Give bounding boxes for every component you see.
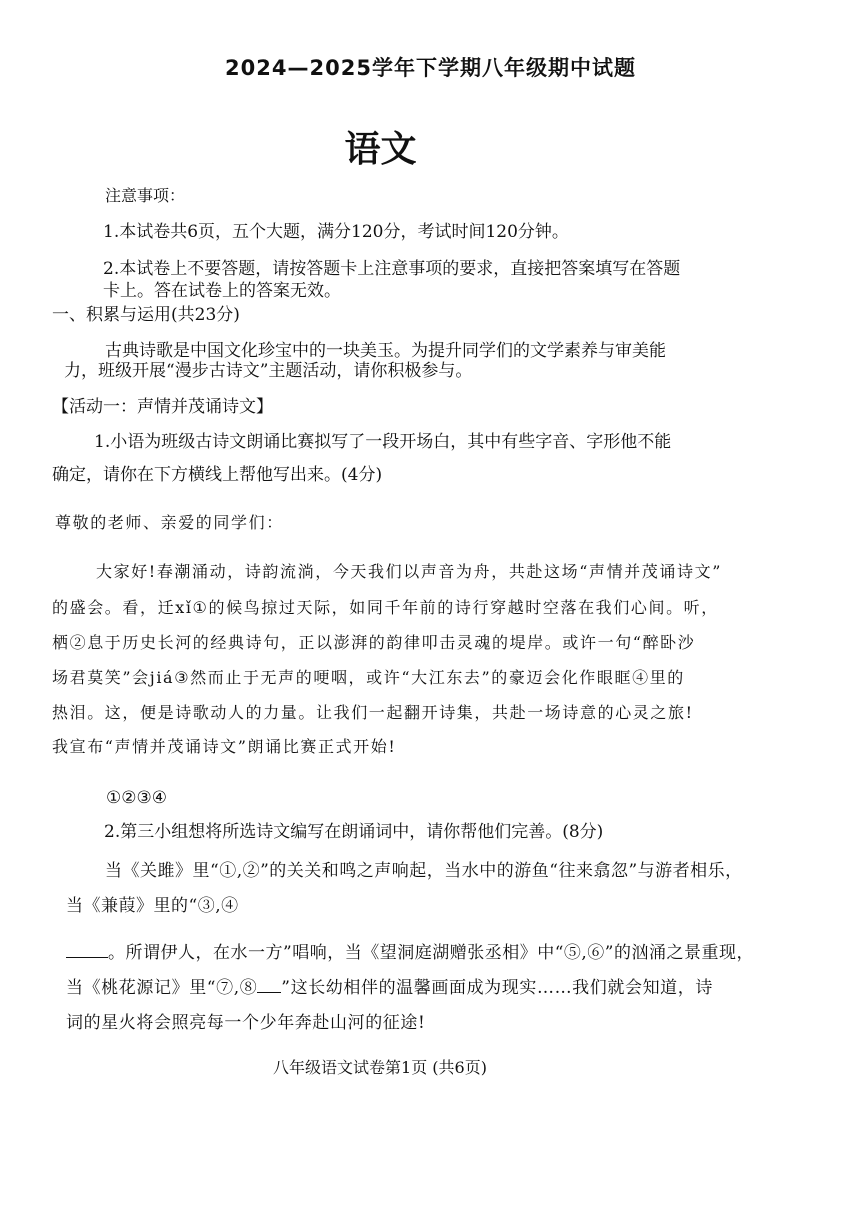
notice-item-2-line-1: 2.本试卷上不要答题，请按答题卡上注意事项的要求，直接把答案填写在答题 — [103, 259, 681, 279]
section-1-intro-line-2: 力，班级开展“漫步古诗文”主题活动，请你积极参与。 — [64, 361, 473, 381]
question-2-line-1: 当《关雎》里“①,②”的关关和鸣之声响起，当水中的游鱼“往来翕忽”与游者相乐， — [105, 861, 743, 881]
notice-item-1: 1.本试卷共6页，五个大题，满分120分，考试时间120分钟。 — [103, 222, 569, 242]
subject-title: 语文 — [344, 129, 417, 170]
question-2-line-2: 当《兼葭》里的“③,④ — [66, 896, 239, 916]
question-1-answer-markers: ①②③④ — [106, 788, 167, 808]
question-2-line-4-start: 当《桃花源记》里“⑦,⑧ — [66, 978, 258, 998]
question-1-line-1: 1.小语为班级古诗文朗诵比赛拟写了一段开场白，其中有些字音、字形他不能 — [94, 432, 672, 452]
section-1-heading: 一、积累与运用(共23分) — [52, 305, 240, 325]
letter-line-4: 场君莫笑”会jiá③然而止于无声的哽咽，或许“大江东去”的豪迈会化作眼眶④里的 — [52, 668, 685, 687]
question-2-line-5: 词的星火将会照亮每一个少年奔赴山河的征途! — [66, 1013, 426, 1033]
letter-line-3: 栖②息于历史长河的经典诗句，正以澎湃的韵律叩击灵魂的堤岸。或许一句“醉卧沙 — [52, 633, 696, 652]
letter-greeting: 尊敬的老师、亲爱的同学们： — [55, 513, 284, 532]
letter-line-5: 热泪。这，便是诗歌动人的力量。让我们一起翻开诗集，共赴一场诗意的心灵之旅! — [52, 703, 694, 722]
letter-line-2: 的盛会。看，迁xǐ①的候鸟掠过天际，如同千年前的诗行穿越时空落在我们心间。听， — [52, 598, 719, 617]
question-2-line-4 — [66, 976, 713, 1000]
notice-item-2-line-2: 卡上。答在试卷上的答案无效。 — [103, 281, 341, 301]
notice-heading: 注意事项： — [105, 186, 186, 205]
letter-line-1: 大家好!春潮涌动，诗韵流淌，今天我们以声音为舟，共赴这场“声情并茂诵诗文” — [96, 562, 722, 581]
activity-1-heading: 【活动一：声情并茂诵诗文】 — [52, 397, 273, 417]
question-1-line-2: 确定，请你在下方横线上帮他写出来。(4分) — [52, 465, 383, 485]
letter-line-6: 我宣布“声情并茂诵诗文”朗诵比赛正式开始! — [52, 737, 397, 756]
page-footer: 八年级语文试卷第1页 (共6页) — [273, 1058, 487, 1077]
section-1-intro-line-1: 古典诗歌是中国文化珍宝中的一块美玉。为提升同学们的文学素养与审美能 — [105, 341, 666, 361]
question-2-line-3 — [66, 941, 754, 965]
answer-blank[interactable] — [257, 992, 281, 993]
exam-title: 2024—2025学年下学期八年级期中试题 — [225, 56, 636, 80]
question-2-line-4-end: ”这长幼相伴的温馨画面成为现实……我们就会知道，诗 — [281, 978, 713, 998]
question-2-heading: 2.第三小组想将所选诗文编写在朗诵词中，请你帮他们完善。(8分) — [104, 822, 604, 842]
answer-blank[interactable] — [66, 957, 108, 958]
question-2-line-3-text: 。所谓伊人，在水一方”唱响，当《望洞庭湖赠张丞相》中“⑤,⑥”的汹涌之景重现， — [108, 943, 754, 963]
